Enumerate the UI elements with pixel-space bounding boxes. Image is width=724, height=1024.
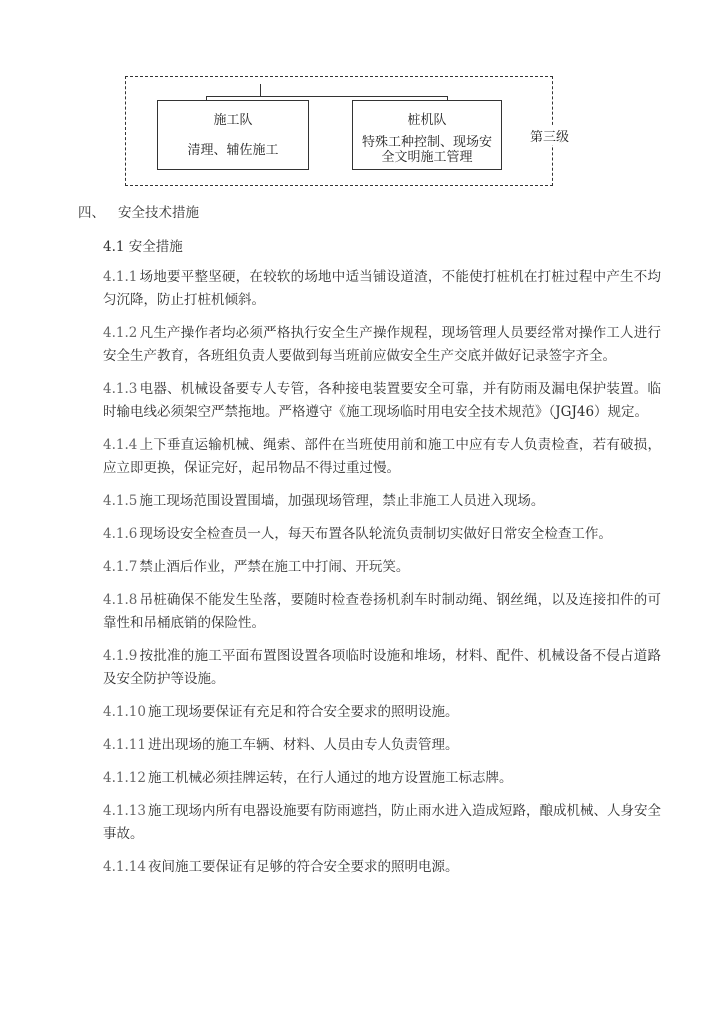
team-duty: 特殊工种控制、现场安全文明施工管理 <box>361 135 492 165</box>
list-item <box>103 645 661 691</box>
item-text: 电器、机械设备要专人专管，各种接电装置要安全可靠，并有防雨及漏电保护装置。临时输电线必须架空严禁拖地。严格遵守《施工现场临时用电安全技术规范》（JGJ46）规定。 <box>103 381 661 420</box>
item-text: 禁止酒后作业，严禁在施工中打闹、开玩笑。 <box>139 559 410 575</box>
section-heading <box>78 201 199 221</box>
item-text: 按批准的施工平面布置图设置各项临时设施和堆场，材料、配件、机械设备不侵占道路及安全防护等设施。 <box>103 648 661 687</box>
item-number: 4.1.13 <box>103 803 146 819</box>
item-text: 施工现场要保证有充足和符合安全要求的照明设施。 <box>147 704 459 720</box>
item-number: 4.1.6 <box>103 526 138 542</box>
item-number: 4.1.11 <box>103 737 146 753</box>
item-text: 施工现场范围设置围墙，加强现场管理，禁止非施工人员进入现场。 <box>139 493 545 509</box>
list-item <box>103 856 661 879</box>
item-number: 4.1.5 <box>103 493 138 509</box>
item-number: 4.1.1 <box>103 269 138 285</box>
item-text: 进出现场的施工车辆、材料、人员由专人负责管理。 <box>147 737 459 753</box>
org-box-construction-team <box>157 100 309 170</box>
item-text: 施工现场内所有电器设施要有防雨遮挡，防止雨水进入造成短路，酿成机械、人身安全事故。 <box>103 803 661 842</box>
item-text: 场地要平整坚硬，在较软的场地中适当铺设道渣，不能使打桩机在打桩过程中产生不均匀沉降，防止打桩机倾斜。 <box>103 269 661 308</box>
item-text: 夜间施工要保证有足够的符合安全要求的照明电源。 <box>147 859 459 875</box>
list-item <box>103 490 661 513</box>
section-title: 安全技术措施 <box>118 205 199 221</box>
team-name: 桩机队 <box>407 113 447 128</box>
list-item <box>103 266 661 312</box>
item-text: 上下垂直运输机械、绳索、部件在当班使用前和施工中应有专人负责检查，若有破损，应立即更换，保证完好，起吊物品不得过重过慢。 <box>103 437 661 476</box>
item-number: 4.1.10 <box>103 704 146 720</box>
team-duty: 清理、辅佐施工 <box>187 143 279 158</box>
org-box-pile-team <box>352 100 502 170</box>
list-item <box>103 701 661 724</box>
list-item <box>103 378 661 424</box>
org-connector-vertical <box>260 84 261 96</box>
item-text: 凡生产操作者均必须严格执行安全生产操作规程，现场管理人员要经常对操作工人进行安全生产教育，各班组负责人要做到每当班前应做安全生产交底并做好记录签字齐全。 <box>103 325 661 364</box>
item-number: 4.1.8 <box>103 592 138 608</box>
list-item <box>103 434 661 480</box>
org-level-label: 第三级 <box>528 126 571 145</box>
section-number: 四、 <box>78 205 105 221</box>
item-number: 4.1.7 <box>103 559 138 575</box>
safety-measures-list <box>103 266 661 889</box>
item-text: 吊桩确保不能发生坠落，要随时检查卷扬机刹车时制动绳、钢丝绳，以及连接扣件的可靠性和吊桶底销的保险性。 <box>103 592 661 631</box>
item-number: 4.1.14 <box>103 859 146 875</box>
team-name: 施工队 <box>213 113 253 128</box>
list-item <box>103 734 661 757</box>
org-connector-horizontal <box>206 96 448 97</box>
list-item <box>103 800 661 846</box>
item-number: 4.1.4 <box>103 437 138 453</box>
list-item <box>103 322 661 368</box>
list-item <box>103 556 661 579</box>
list-item <box>103 523 661 546</box>
list-item <box>103 767 661 790</box>
item-text: 施工机械必须挂牌运转，在行人通过的地方设置施工标志牌。 <box>147 770 513 786</box>
item-number: 4.1.3 <box>103 381 138 397</box>
item-text: 现场设安全检查员一人，每天布置各队轮流负责制切实做好日常安全检查工作。 <box>139 526 612 542</box>
item-number: 4.1.12 <box>103 770 146 786</box>
list-item <box>103 589 661 635</box>
subsection-heading: 4.1 安全措施 <box>103 239 183 255</box>
item-number: 4.1.9 <box>103 648 138 664</box>
item-number: 4.1.2 <box>103 325 138 341</box>
